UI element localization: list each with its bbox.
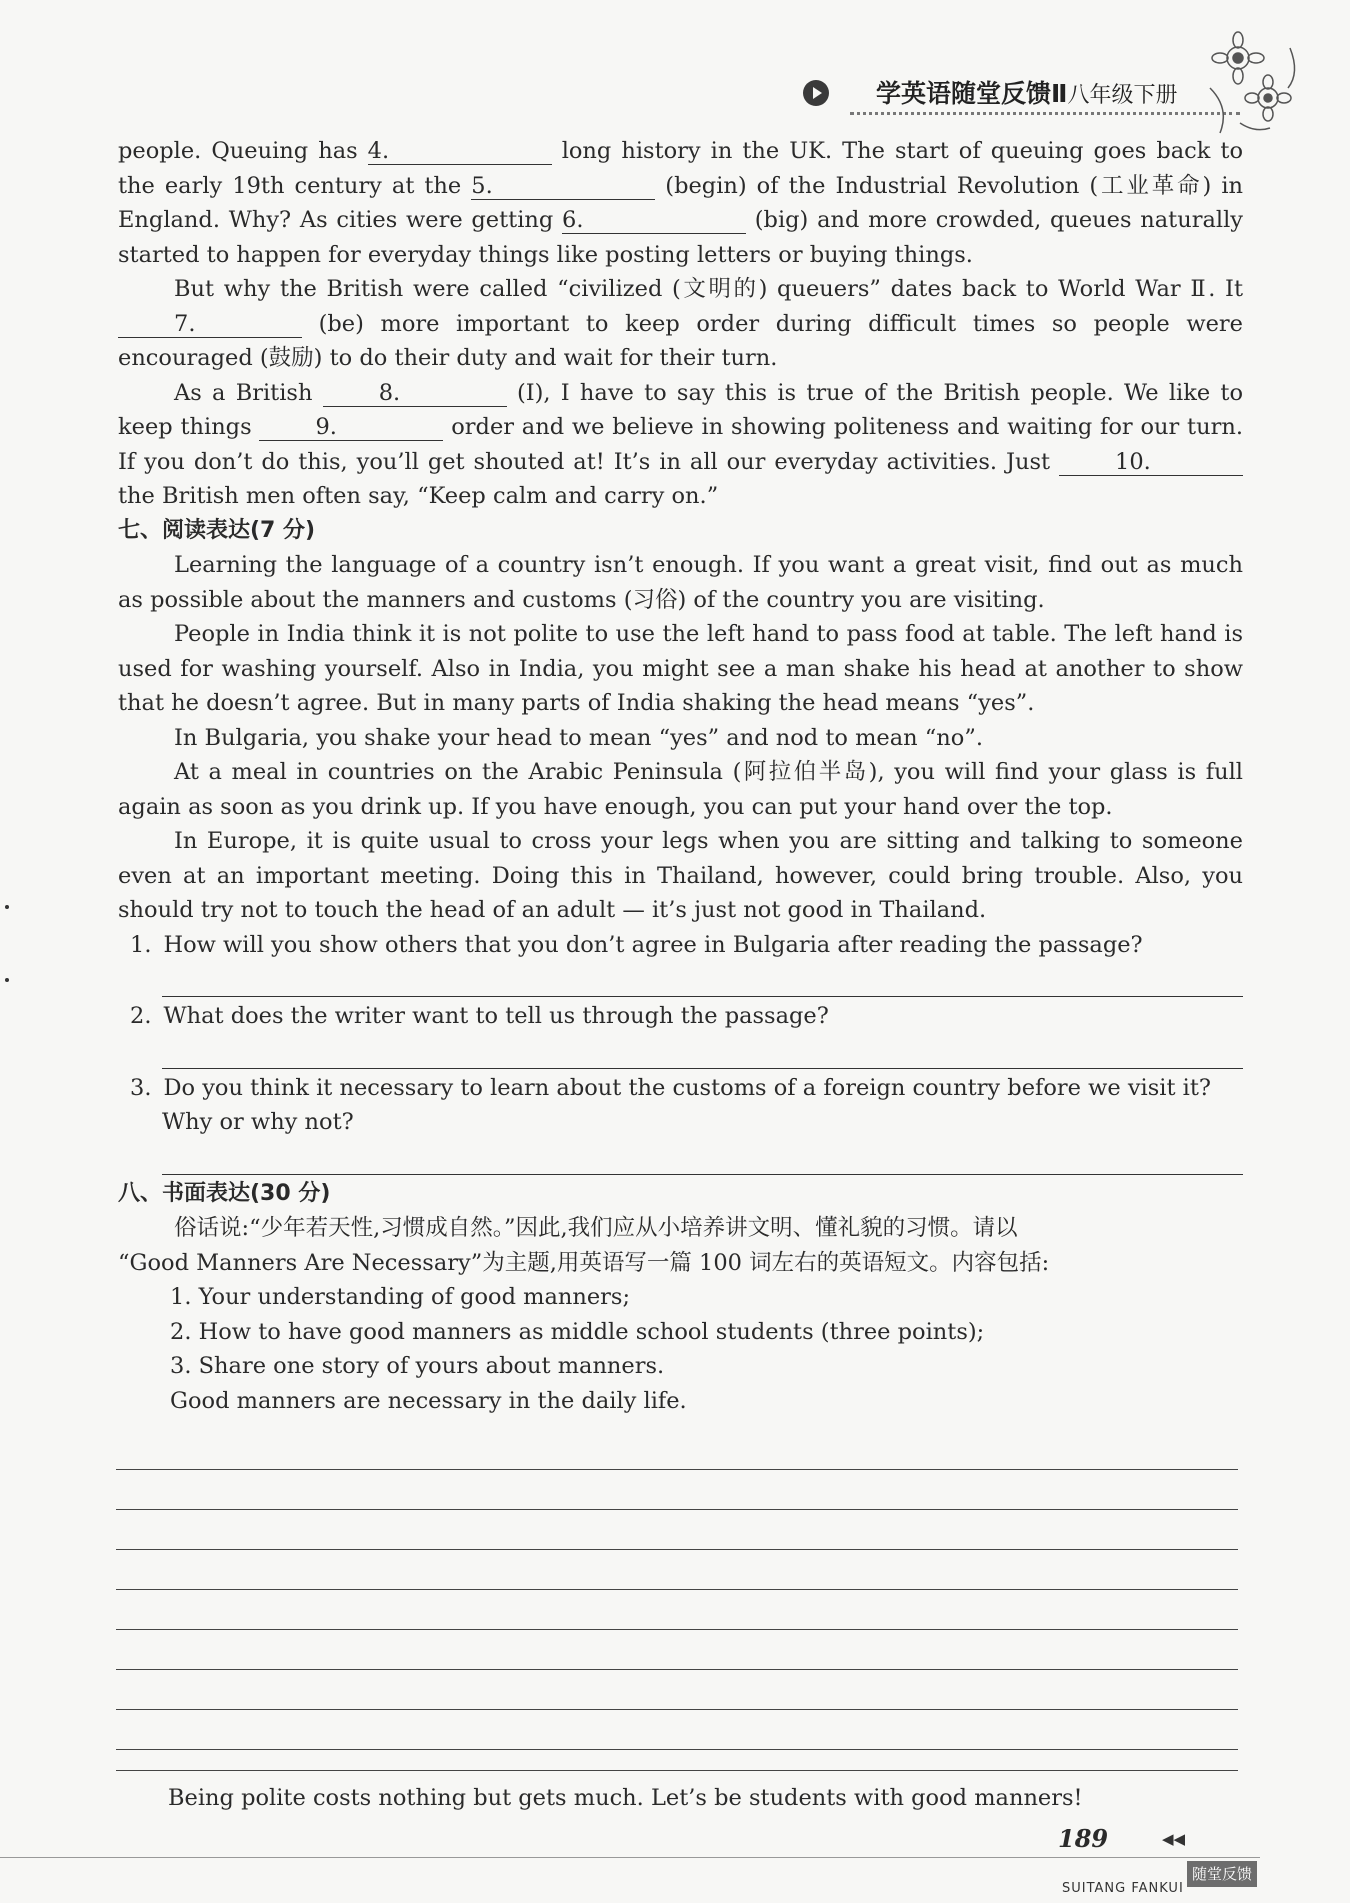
writing-closing-sentence: Being polite costs nothing but gets much. Let’s be students with good manners! — [116, 1770, 1238, 1815]
text-run: long history in the UK. The start of queuing goes back to the early 19th century at the — [118, 138, 1243, 199]
writing-line[interactable] — [116, 1550, 1238, 1590]
page-header — [0, 0, 1350, 120]
reading-paragraph: Learning the language of a country isn’t enough. If you want a great visit, find out as much as possible about the manners and customs (习俗) of the country you are visiting. — [118, 552, 1243, 613]
blank-8[interactable] — [323, 380, 507, 407]
question-text: Do you think it necessary to learn about the customs of a foreign country before we visit it? — [163, 1074, 1211, 1101]
page-number: 189 — [1058, 1824, 1109, 1853]
question-text: How will you show others that you don’t agree in Bulgaria after reading the passage? — [163, 931, 1143, 958]
section-7-heading: 七、阅读表达(7 分) — [118, 517, 316, 543]
text-run: (I), I have to say this is true of the British people. We like to keep things — [118, 379, 1243, 440]
reading-paragraph: In Bulgaria, you shake your head to mean “yes” and nod to mean “no”. — [174, 724, 984, 751]
passage-paragraph-1 — [118, 134, 1243, 272]
question-text: What does the writer want to tell us through the passage? — [163, 1003, 829, 1029]
question-3 — [118, 1071, 1243, 1106]
text-run: order and we believe in showing politeness and waiting for our turn. If you don’t do this, you’ll get shouted at! It’s in all our everyday activities. Just — [118, 414, 1243, 475]
reading-paragraph: At a meal in countries on the Arabic Peninsula (阿拉伯半岛), you will find your glass is full again as soon as you drink up. If you have enough, you can put your hand over the top. — [118, 759, 1243, 820]
question-number: 3. — [130, 1074, 152, 1101]
writing-line[interactable] — [116, 1670, 1238, 1710]
blank-7[interactable] — [118, 311, 302, 338]
grade-text: 八年级下册 — [1067, 83, 1178, 108]
header-dotted-rule — [850, 112, 1240, 115]
text-run: (be) more important to keep order during difficult times so people were encouraged (鼓励) to do their duty and wait for their turn. — [118, 310, 1243, 371]
footer-rule — [0, 1857, 1260, 1858]
blank-5[interactable] — [471, 173, 655, 200]
blank-4[interactable] — [368, 138, 552, 165]
question-3-continued: Why or why not? — [162, 1109, 354, 1135]
text-run: But why the British were called “civilized (文明的) queuers” dates back to World War Ⅱ. It — [174, 276, 1243, 302]
blank-number: 9. — [315, 414, 337, 440]
reading-paragraph: In Europe, it is quite usual to cross your legs when you are sitting and talking to someone even at an important meeting. Doing this in Thailand, however, could bring trouble. Also, you should try not to touch the head of an adult — it’s just not good in Thailand. — [118, 828, 1243, 923]
writing-requirement: 2. How to have good manners as middle school students (three points); — [170, 1318, 985, 1345]
page-content — [118, 134, 1243, 1418]
double-arrow-left-icon: ◀◀ — [1162, 1830, 1186, 1848]
writing-line[interactable] — [116, 1510, 1238, 1550]
writing-line[interactable] — [116, 1470, 1238, 1510]
writing-prompt-line-2: “Good Manners Are Necessary”为主题,用英语写一篇 100 词左右的英语短文。内容包括: — [118, 1249, 1050, 1276]
reading-paragraph: People in India think it is not polite to use the left hand to pass food at table. The left hand is used for washing yourself. Also in India, you might see a man shake his head at another to show that he doesn’t agree. But in many parts of India shaking the head means “yes”. — [118, 621, 1243, 716]
margin-mark — [5, 905, 9, 909]
writing-requirement: 3. Share one story of yours about manners. — [170, 1353, 665, 1379]
text-run: (begin) of the Industrial Revolution (工业革命) in England. Why? As cities were getting — [118, 172, 1244, 233]
passage-paragraph-3 — [118, 376, 1243, 514]
series-name-badge: 随堂反馈 — [1187, 1861, 1257, 1887]
writing-line[interactable] — [116, 1630, 1238, 1670]
blank-6[interactable] — [562, 207, 746, 234]
writing-opening-sentence: Good manners are necessary in the daily life. — [170, 1387, 687, 1414]
text-run: the British men often say, “Keep calm and carry on.” — [118, 483, 719, 509]
question-1 — [118, 928, 1243, 963]
blank-number: 4. — [367, 138, 390, 164]
writing-line[interactable] — [116, 1430, 1238, 1470]
answer-line-2[interactable] — [162, 1034, 1243, 1069]
blank-10[interactable] — [1059, 449, 1243, 476]
answer-line-1[interactable] — [162, 962, 1243, 997]
flower-decoration-icon — [1200, 28, 1310, 148]
blank-number: 8. — [378, 379, 401, 406]
passage-paragraph-2 — [118, 272, 1243, 376]
writing-closing — [116, 1770, 1238, 1815]
question-number: 2. — [130, 1003, 152, 1029]
text-run: (big) and more crowded, queues naturally started to happen for everyday things like posting letters or buying things. — [118, 207, 1243, 268]
writing-area[interactable] — [116, 1430, 1238, 1750]
writing-line[interactable] — [116, 1710, 1238, 1750]
section-8-heading: 八、书面表达(30 分) — [118, 1180, 331, 1206]
text-run: As a British — [174, 379, 323, 406]
margin-mark — [5, 978, 9, 982]
answer-line-3[interactable] — [162, 1140, 1243, 1175]
book-title — [876, 74, 1177, 110]
writing-prompt-line-1: 俗话说:“少年若天性,习惯成自然。”因此,我们应从小培养讲文明、懂礼貌的习惯。请以 — [174, 1215, 1018, 1241]
blank-number: 7. — [174, 310, 196, 337]
question-2 — [118, 999, 1243, 1034]
series-name-en: SUITANG FANKUI — [1062, 1881, 1184, 1896]
book-title-text: 学英语随堂反馈Ⅱ — [876, 79, 1068, 108]
play-icon — [803, 80, 829, 106]
writing-line[interactable] — [116, 1590, 1238, 1630]
blank-9[interactable] — [259, 414, 443, 441]
blank-number: 10. — [1115, 448, 1151, 475]
question-number: 1. — [130, 931, 152, 958]
writing-requirement: 1. Your understanding of good manners; — [170, 1284, 631, 1310]
blank-number: 5. — [471, 172, 493, 199]
text-run: people. Queuing has — [118, 138, 368, 164]
blank-number: 6. — [562, 207, 584, 233]
